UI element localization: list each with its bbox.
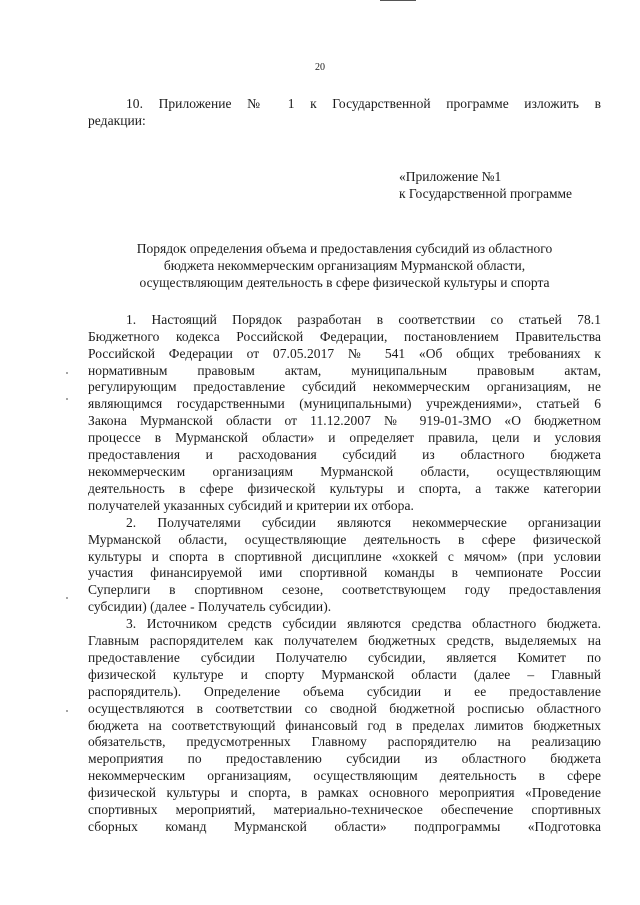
paragraph-2 (88, 515, 601, 616)
text-line: 2. Получателями субсидии являются некоммерческие организации (126, 514, 601, 530)
text-line: 3. Источником средств субсидии являются средства областного бюджета. (126, 616, 601, 632)
text-line: мероприятия по предоставлению субсидии из областного бюджета (88, 751, 601, 767)
text-line: Главным распорядителем как получателем бюджетных средств, выделяемых на (88, 633, 601, 649)
text-line: физической культуры и спорта, в рамках основного мероприятия «Проведение (88, 785, 601, 801)
appendix-line: к Государственной программе (399, 185, 573, 201)
text-line: деятельность в сфере физической культуры и спорта, а также категории (88, 480, 601, 496)
margin-dot (66, 597, 68, 599)
margin-dot (66, 710, 68, 712)
text-line: получателей указанных субсидий и критерии их отбора. (88, 497, 414, 513)
text-line: процессе в Мурманской области» и определяет правила, цели и условия (88, 430, 601, 446)
text-line: Мурманской области, осуществляющие деятельность в сфере физической (88, 531, 601, 547)
margin-dot (66, 372, 68, 374)
text-line: физической культуре и спорту Мурманской области (далее – Главный (88, 666, 601, 682)
text-line: редакции: (88, 112, 146, 128)
title-line: бюджета некоммерческим организациям Мурманской области, (163, 257, 526, 273)
paragraph-1 (88, 312, 601, 515)
text-line: субсидии) (далее - Получатель субсидии). (88, 599, 332, 615)
text-line: культуры и спорта в спортивной дисциплине «хоккей с мячом» (при условии (88, 548, 601, 564)
title-line: Порядок определения объема и предоставления субсидий из областного (136, 240, 553, 256)
text-line: являющимся государственными (муниципальными) учреждениями», статьей 6 (88, 396, 601, 412)
page-number: 20 (315, 62, 325, 73)
text-line: некоммерческим организациям, осуществляющим деятельность в сфере (88, 768, 601, 784)
text-line: Бюджетного кодекса Российской Федерации, постановлением Правительства (88, 328, 601, 344)
appendix-reference (399, 168, 601, 202)
text-line: бюджета на соответствующий финансовый год в пределах лимитов бюджетных (88, 717, 601, 733)
text-line: обязательств, предусмотренных Главному распорядителю на реализацию (88, 734, 601, 750)
text-line: предоставления и расходования субсидий из областного бюджета (88, 447, 601, 463)
text-line: сборных команд Мурманской области» подпрограммы «Подготовка (88, 819, 601, 834)
document-body (88, 96, 601, 836)
margin-dot (66, 398, 68, 400)
text-line: регулирующим предоставление субсидий некоммерческим организациям, не (88, 379, 601, 395)
text-line: некоммерческим организациям Мурманской области, осуществляющим (88, 463, 601, 479)
text-line: спортивных мероприятий, материально-техническое обеспечение спортивных (88, 802, 601, 818)
title-line: осуществляющим деятельность в сфере физической культуры и спорта (139, 274, 550, 290)
text-line: Суперлиги в спортивном сезоне, соответствующем году предоставления (88, 582, 601, 598)
text-line: осуществляются в соответствии со сводной бюджетной росписью областного (88, 700, 601, 716)
text-line: Российской Федерации от 07.05.2017 № 541 «Об общих требованиях к (88, 345, 601, 361)
text-line: 1. Настоящий Порядок разработан в соответствии со статьей 78.1 (126, 311, 601, 327)
text-line: распорядитель). Определение объема субсидии и ее предоставление (88, 683, 601, 699)
text-line: участия финансируемой ими спортивной команды в чемпионате России (88, 565, 601, 581)
top-edge-mark (380, 0, 416, 1)
text-line: 10. Приложение № 1 к Государственной программе изложить в (126, 96, 601, 111)
appendix-line: «Приложение №1 (399, 168, 502, 184)
text-line: нормативным правовым актам, муниципальным правовым актам, (88, 362, 601, 378)
intro-paragraph (88, 96, 601, 130)
text-line: Закона Мурманской области от 11.12.2007 № 919-01-ЗМО «О бюджетном (88, 413, 601, 429)
document-title (88, 240, 601, 291)
paragraph-3 (88, 616, 601, 836)
text-line: предоставление субсидии Получателю субсидии, является Комитет по (88, 649, 601, 665)
